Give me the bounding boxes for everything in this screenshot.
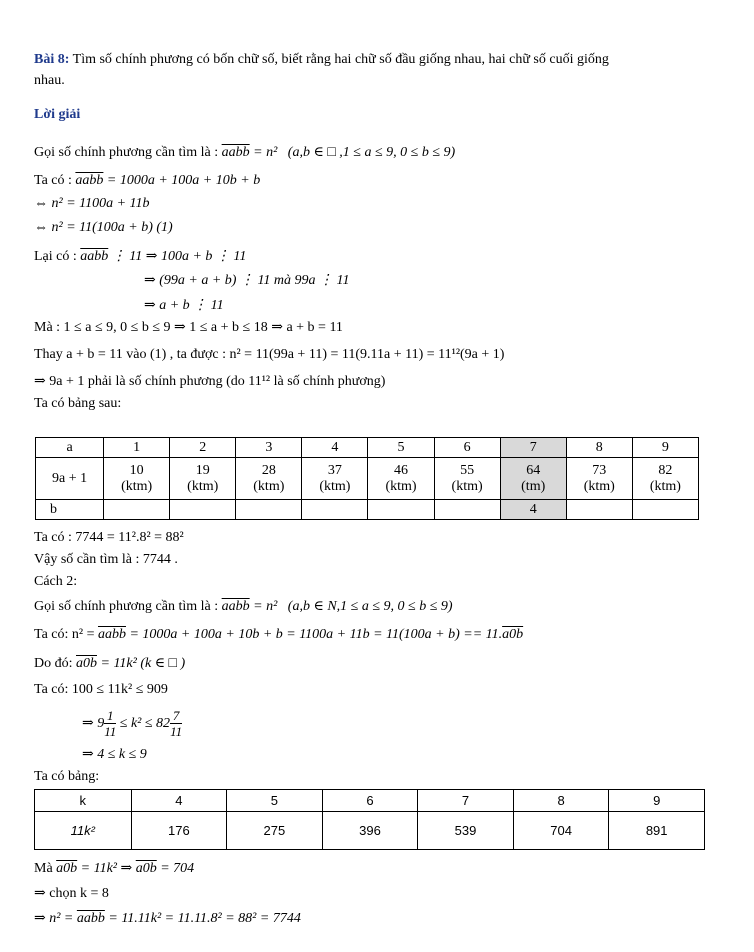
m1-line-11: Ta có bảng sau:	[34, 396, 122, 411]
m2-line-8	[34, 860, 194, 878]
m2-l1-cond: (a,b ∈ N,1 ≤ a ≤ 9, 0 ≤ b ≤ 9)	[287, 599, 453, 614]
aabb-overline: aabb	[76, 911, 105, 926]
m1-l1-cond: (a,b ∈ □ ,1 ≤ a ≤ 9, 0 ≤ b ≤ 9)	[287, 145, 456, 160]
table-cell: 5	[368, 438, 434, 458]
m2-line-3	[34, 655, 185, 673]
m2-l2-expr: = 1000a + 100a + 10b + b = 1100a + 11b = 11(100a + b) == 11.	[125, 627, 503, 642]
table-k-values	[34, 789, 705, 850]
fraction-1-11	[104, 708, 116, 739]
m2-l3-text: Do đó:	[34, 656, 76, 671]
value: 82	[658, 462, 673, 478]
table-cell: 5	[227, 790, 323, 812]
table-cell: 6	[322, 790, 418, 812]
table-cell: 3	[236, 438, 302, 458]
m1-line-3: ⇔ n² = 1100a + 11b	[34, 196, 150, 211]
table-cell	[632, 500, 698, 520]
m1-line-13: Vậy số cần tìm là : 7744 .	[34, 552, 178, 567]
frac-den: 11	[170, 724, 183, 740]
a0b-overline: a0b	[135, 861, 157, 876]
table-row-a	[36, 438, 699, 458]
value: 19	[195, 462, 210, 478]
value: 10	[129, 462, 144, 478]
m1-line-6: ⇒ (99a + a + b) ⋮ 11 mà 99a ⋮ 11	[144, 273, 350, 288]
method2-heading: Cách 2:	[34, 574, 78, 589]
table-cell	[170, 500, 236, 520]
table-header-11k2: 11k²	[35, 812, 132, 850]
table-cell: 9	[632, 438, 698, 458]
table-cell	[104, 500, 170, 520]
table-header-b: b	[36, 500, 104, 520]
table-header-k: k	[35, 790, 132, 812]
aabb-overline: aabb	[80, 249, 109, 264]
m2-l10-text: ⇒ n² =	[34, 911, 77, 926]
status: (ktm)	[385, 478, 417, 494]
table-cell: 6	[434, 438, 500, 458]
table-cell	[434, 458, 500, 500]
table-cell	[170, 458, 236, 500]
table-cell: 8	[513, 790, 609, 812]
m1-line-8: Mà : 1 ≤ a ≤ 9, 0 ≤ b ≤ 9 ⇒ 1 ≤ a + b ≤ 18 ⇒ a + b = 11	[34, 320, 343, 335]
m1-line-4: ⇔ n² = 11(100a + b) (1)	[34, 220, 173, 235]
m1-line-7: ⇒ a + b ⋮ 11	[144, 298, 224, 313]
problem-statement	[34, 51, 609, 69]
m2-line-4: Ta có: 100 ≤ 11k² ≤ 909	[34, 682, 168, 697]
aabb-overline: aabb	[221, 145, 250, 160]
table-cell: 275	[227, 812, 323, 850]
table-cell	[368, 458, 434, 500]
problem-text: Tìm số chính phương có bốn chữ số, biết rằng hai chữ số đầu giống nhau, hai chữ số cuối giống	[69, 52, 609, 67]
m1-l1-n2: = n²	[253, 145, 278, 160]
status: (ktm)	[187, 478, 219, 494]
a0b-overline: a0b	[76, 656, 97, 671]
table-cell: 8	[566, 438, 632, 458]
status: (ktm)	[121, 478, 153, 494]
m2-l5-pre: ⇒ 9	[82, 716, 105, 731]
m2-line-1	[34, 598, 453, 616]
frac-num: 7	[170, 708, 182, 724]
table-cell: 891	[609, 812, 705, 850]
value: 73	[592, 462, 607, 478]
table-cell: 4	[302, 438, 368, 458]
status: (ktm)	[253, 478, 285, 494]
table-cell: 7	[418, 790, 514, 812]
fraction-7-11	[170, 708, 182, 739]
m1-l2-text: Ta có :	[34, 173, 76, 188]
table-row-11k2	[35, 812, 705, 850]
table-cell: 4	[500, 500, 566, 520]
m2-l10-expr: = 11.11k² = 11.11.8² = 88² = 7744	[104, 911, 301, 926]
table-cell	[236, 500, 302, 520]
m2-line-6: ⇒ 4 ≤ k ≤ 9	[82, 747, 147, 762]
frac-num: 1	[104, 708, 116, 724]
m2-line-9: ⇒ chọn k = 8	[34, 886, 109, 901]
table-cell	[500, 458, 566, 500]
table-cell: 539	[418, 812, 514, 850]
table-cell	[368, 500, 434, 520]
m1-l2-expr: = 1000a + 100a + 10b + b	[103, 173, 261, 188]
m2-l1-n2: = n²	[253, 599, 278, 614]
frac-den: 11	[104, 724, 117, 740]
value: 64	[526, 462, 541, 478]
table-cell	[566, 458, 632, 500]
value: 46	[394, 462, 409, 478]
table-cell	[302, 500, 368, 520]
table-cell: 7	[500, 438, 566, 458]
aabb-overline: aabb	[221, 599, 250, 614]
a0b-overline: a0b	[502, 627, 524, 642]
m2-l8-end: = 704	[156, 861, 195, 876]
m1-line-5	[34, 248, 246, 266]
status: (ktm)	[583, 478, 615, 494]
m1-l1-text: Gọi số chính phương cần tìm là :	[34, 145, 222, 160]
table-header-a: a	[36, 438, 104, 458]
status: (ktm)	[649, 478, 681, 494]
m2-l1-text: Gọi số chính phương cần tìm là :	[34, 599, 222, 614]
m1-line-10: ⇒ 9a + 1 phải là số chính phương (do 11¹² là số chính phương)	[34, 374, 386, 389]
value: 28	[261, 462, 276, 478]
m1-l5-text: Lại có :	[34, 249, 81, 264]
m2-line-5	[82, 707, 182, 741]
table-cell: 2	[170, 438, 236, 458]
m2-line-10	[34, 910, 301, 928]
table-cell: 704	[513, 812, 609, 850]
value: 55	[460, 462, 475, 478]
m2-l8-expr: = 11k² ⇒	[77, 861, 136, 876]
solution-heading: Lời giải	[34, 107, 81, 122]
table-cell	[632, 458, 698, 500]
m2-l2-text: Ta có: n² =	[34, 627, 98, 642]
table-cell	[104, 458, 170, 500]
m2-l5-mid: ≤ k² ≤ 82	[116, 716, 171, 731]
m1-line-2	[34, 172, 260, 190]
table-cell: 176	[131, 812, 227, 850]
m2-l8-text: Mà	[34, 861, 57, 876]
aabb-overline: aabb	[97, 627, 126, 642]
m2-line-7: Ta có bảng:	[34, 769, 100, 784]
status: (tm)	[521, 478, 546, 494]
m2-l3-expr: = 11k² (k ∈ □ )	[97, 656, 186, 671]
status: (ktm)	[319, 478, 351, 494]
table-cell: 1	[104, 438, 170, 458]
table-row-9a	[36, 458, 699, 500]
table-header-9a: 9a + 1	[36, 458, 104, 500]
table-cell	[566, 500, 632, 520]
m1-line-12: Ta có : 7744 = 11².8² = 88²	[34, 530, 184, 545]
a0b-overline: a0b	[56, 861, 78, 876]
table-a-values	[35, 437, 699, 520]
table-row-k	[35, 790, 705, 812]
m2-line-2	[34, 626, 523, 644]
table-row-b	[36, 500, 699, 520]
table-cell	[236, 458, 302, 500]
m1-line-9: Thay a + b = 11 vào (1) , ta được : n² = 11(99a + 11) = 11(9.11a + 11) = 11¹²(9a + 1)	[34, 347, 505, 362]
table-cell: 4	[131, 790, 227, 812]
m1-l5-expr: ⋮ 11 ⇒ 100a + b ⋮ 11	[108, 249, 247, 264]
table-cell: 396	[322, 812, 418, 850]
table-cell	[302, 458, 368, 500]
aabb-overline: aabb	[75, 173, 104, 188]
problem-text-cont: nhau.	[34, 73, 65, 88]
status: (ktm)	[451, 478, 483, 494]
table-cell	[434, 500, 500, 520]
m1-line-1	[34, 144, 455, 162]
table-cell: 9	[609, 790, 705, 812]
problem-label: Bài 8:	[34, 52, 70, 67]
value: 37	[327, 462, 342, 478]
